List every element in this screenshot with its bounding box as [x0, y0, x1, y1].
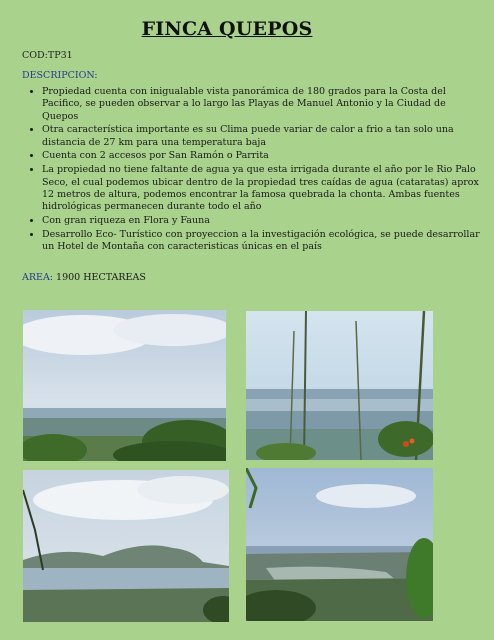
list-item: • Otra característica importante es su Clima puede variar de calor a frio a tan solo una distancia de 27 km para una temperatura baja	[42, 124, 484, 149]
list-item: • Propiedad cuenta con inigualable vista panorámica de 180 grados para la Costa del Pacifico, se pueden observar a lo largo las Playas de Manuel Antonio y la Ciudad de Quepos	[42, 86, 484, 123]
description-heading: DESCRIPCION:	[22, 70, 98, 81]
area-label: AREA:	[22, 272, 54, 283]
area-line	[22, 272, 146, 283]
photo-bamboo-view	[246, 311, 433, 460]
property-code: COD:TP31	[22, 50, 73, 61]
list-item: • La propiedad no tiene faltante de agua ya que esta irrigada durante el año por le Rio Palo Seco, el cual podemos ubicar dentro de la propiedad tres caídas de agua (cataratas) aprox 12 metros de altura, podemos encontrar la famosa quebrada la chonta. Ambas fuentes hidrológicas permanecen durante todo el año	[42, 164, 484, 213]
area-value: 1900 HECTAREAS	[56, 272, 146, 283]
list-item: • Cuenta con 2 accesos por San Ramón o Parrita	[42, 150, 484, 162]
photo-coast-panorama	[23, 310, 226, 461]
description-list	[22, 86, 484, 255]
photo-bay-headland	[23, 470, 229, 622]
list-item: • Desarrollo Eco- Turístico con proyeccion a la investigación ecológica, se puede desarrollar un Hotel de Montaña con caracteristicas únicas en el país	[42, 229, 484, 254]
photo-coastline-foliage	[246, 468, 433, 621]
list-item: • Con gran riqueza en Flora y Fauna	[42, 215, 484, 227]
document-title: FINCA QUEPOS	[141, 18, 313, 40]
